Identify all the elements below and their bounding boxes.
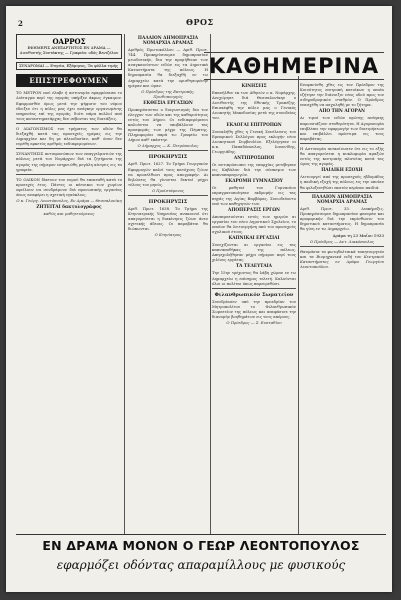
article-text: ΣΥΝΑΝΤΗΣΙΣ αντιπροσώπων των επαγγελματιών της πόλεως μετά του Νομάρχου διά τα ζητήματα της αγοράς της σήμερον εσημειώθη μεγάλη κίνησις εις τα γραφεία. xyxy=(16,151,122,172)
footer-notice: ΖΗΤΕΙΤΑΙ δακτυλογράφος xyxy=(36,205,102,211)
article-heading: ΕΚΛΟΓΑΙ ΕΠΙΤΡΟΠΩΝ xyxy=(226,122,282,128)
article-heading: ΚΑΠΝΙΚΑΙ ΕΡΓΑΣΙΑΙ xyxy=(228,236,280,242)
signature: Ο Πρόεδρος της Επιτροπής, Πρωθυπουργός xyxy=(141,88,195,99)
divider xyxy=(300,192,384,193)
publication-box xyxy=(16,34,122,59)
publication-title: ΟΑΡΡΟΣ xyxy=(52,37,86,46)
article-text: Αριθ. Πρωτ. 33. Διακήρυξις. Προκηρύσσομεν δημοπρασίαν φανεράν και προφορικήν διά την εκμίσθωσιν του δημοτικού καταστήματος. Η δημοπρασία θα γίνη εν τω Δημαρχείω. xyxy=(300,205,384,231)
divider xyxy=(16,148,122,149)
article-text: Αι τιμαί των ειδών πρώτης ανάγκης παρουσιάζουν σταθερότητα. Η Αγορανομία επιβλέπει την εφαρμογήν των διατιμήσεων και επιβάλλει πρόστιμα εις τους παραβάτας. xyxy=(300,115,384,141)
divider xyxy=(212,288,296,289)
advert-text: Θαυμάσια τα φωτοβολταικά ταπητουργεία και τα Βιομηχανικά ειδή του Κεντρικού Καταστήματος εν Δράμα Γεωργίου Λεοντοπούλου. xyxy=(300,249,384,270)
signature: Ο Πρόεδρος — Σ. Ευσταθίου xyxy=(226,320,282,326)
divider xyxy=(300,143,384,144)
signature: Ο Πρόεδρος — Αντ. Λιακόπουλος xyxy=(309,239,375,245)
article-heading: ΠΑΛΑΙΟΝ ΔΗΜΟΠΡΑΣΙΑ ΝΟΜΑΡΧΙΑ ΔΡΑΜΑΣ xyxy=(311,194,373,205)
article-heading: ΠΡΟΚΗΡΥΞΙΣ xyxy=(148,198,188,205)
signature: Ο Προϊστάμενος xyxy=(151,187,185,193)
signature: Ο Κτηνίατρος xyxy=(154,232,182,238)
article-heading: ΤΑ ΤΕΛΕΥΤΑΙΑ xyxy=(235,264,273,270)
article-heading: ΠΑΙΔΙΚΗ ΕΞΟΧΗ xyxy=(321,168,363,174)
article-heading: ΚΙΝΗΣΕΙΣ xyxy=(241,84,267,89)
article-heading: ΑΝΤΙΠΡΟΣΩΠΟΙ xyxy=(233,156,275,162)
signature: Ο Δήμαρχος — Κ. Πετρόπουλος xyxy=(137,143,199,149)
newspaper-page xyxy=(6,6,392,592)
article-heading: ΕΚΘΕΣΙΑ ΕΡΓΑΣΙΩΝ xyxy=(143,100,193,106)
article-text: ΤΟ ΜΕΤΡΟΝ πού έλαβε ή αστυνομία εφαρμόσασα το Διάταγμα περί της αγοράς υπήρξεν άκρως έγκαιρον. Εφαρμοσθέν όμως μετά την ψήφισιν του νόμου έδειξεν ότι η πόλις μας έχει ανάγκην οργανωμένης υπηρεσίας επί της αγοράς, διότι πάρα πολλοί από τους καταστηματάρχας δεν σέβονται τας διατάξεις. xyxy=(16,90,122,121)
section-banner: ΕΠΙΣΤΡΕΦΟΥΜΕΝ xyxy=(16,74,122,87)
column-rule xyxy=(124,34,125,534)
page-number: 2 xyxy=(18,19,23,28)
section-title: ΚΑΘΗΜΕΡΙΝΑ xyxy=(204,52,384,80)
article-heading: ΑΠΟ ΤΗΝ ΑΓΟΡΑΝ xyxy=(319,109,365,115)
subscription-box: ΣΥΝΔΡΟΜΑΙ — Ετησία, Εξάμηνος, Τα φύλλα τιμής xyxy=(16,62,122,71)
article-text: Οι μαθηταί του Γυμνασίου επραγματοποίησαν εκδρομήν εις τας πηγάς της Αγίας Βαρβάρας. Συνωδεύοντο υπό των καθηγητών των. xyxy=(212,185,296,206)
divider xyxy=(128,195,208,196)
article-text: Την 15ην τρέχοντος θα λάβη χώραν εν τω Δημαρχείω η επίσημος τελετή. Καλούνται όλοι οι πολίται όπως παρευρεθώσι. xyxy=(212,270,296,286)
masthead: ΘΡΟΣ xyxy=(186,17,214,27)
advertisement-headline: ΕΝ ΔΡΑΜΑ ΜΟΝΟΝ Ο ΓΕΩΡ ΛΕΟΝΤΟΠΟΥΛΟΣ xyxy=(42,538,360,553)
article-text: Ο ΔΙΑΓΩΝΙΣΜΟΣ του τμήματος των οδών θα διεξαχθή κατά τας προσεχείς ημέρας εις την Δημαρχίαν και δη με πλειοδοσίαν, καθ' όσον δεν ευρέθη αρκετός αριθμός ενδιαφερομένων. xyxy=(16,125,122,147)
article-text: Οι αντιπρόσωποι της επαρχίας μετέβησαν εις Καβάλαν διά την σύσκεψιν των καπνοπαραγωγών. xyxy=(212,162,296,178)
article-text: Η Αστυνομία ανεκοίνωσεν ότι εις το εξής θα απαγορεύεται η κυκλοφορία αμαξών εντός της κεντρικής πλατείας κατά τας ώρας της αγοράς. xyxy=(300,145,384,167)
divider xyxy=(16,123,122,124)
article-text: Προκηρύσσεται ο διαγωνισμός δια τον έλεγχον των οδών και της καθαριότητος εντός του Δήμου. Οι ενδιαφερόμενοι καλούνται να υποβάλλουν τας προσφοράς των μέχρι της Πέμπτης. Πληροφορίαι παρά τω Γραφείω του Δήμου καθ' εκάστην. xyxy=(128,106,208,143)
publication-info: ΕΦΗΜΕΡΙΣ ΑΝΕΞΑΡΤΗΤΟΣ ΕΝ ΔΡΑΜΑ — Διευθυντής Συντάκτης — Γραφεία: οδός Βενιζέλου xyxy=(19,45,119,55)
article-heading: ΑΠΟΠΕΡΑΣΙΣ ΕΡΓΩΝ xyxy=(228,207,280,213)
article-heading: ΕΚΔΡΟΜΗ ΓΥΜΝΑΣΙΟΥ xyxy=(225,179,283,185)
article-text: ΤΟ ΟΔΙΚΟΝ δίκτυον του νομού θα επεκταθή κατά το προσεχές έτος. Πάντες οι κάτοικοι των χωρίων οφείλουν να συνδράμουν διά προσωπικής εργασίας όπως αναφέρει η σχετική εγκύκλιος. xyxy=(16,176,122,197)
article-text: Αποπερατούνται εντός των ημερών αι εργασίαι του νέου Δημοτικού Σχολείου, το οποίον θα λειτουργήση από του προσεχούς σχολικού έτους. xyxy=(212,213,296,234)
date-line: Δράμα τη 23 Μαΐου 1933 xyxy=(332,233,384,239)
article-text: Συνεκλήθη χθες η Γενική Συνέλευσις του Εμπορικού Συλλόγου προς εκλογήν νέου Διοικητικού Συμβουλίου. Εξελέγησαν οι κ.κ. Παπαδόπουλος, Ιωαννίδης, Γεωργιάδης. xyxy=(212,128,296,154)
article-text: Επανήλθεν εκ των Αθηνών ο κ. Νομάρχης. Ανεχώρησε διά Θεσσαλονίκην ο Διευθυντής της Εθνικής Τραπέζης. Επισκέφθη την πόλιν μας ο Γενικός Διοικητής Μακεδονίας μετά της συνοδείας του. xyxy=(212,90,296,121)
notice: Ο κ. Γεώργ. Λεοντόπουλος, Εν Δράμα — Θεσσαλονίκη xyxy=(16,198,122,204)
article-text: Συνεχίζονται αι εργασίαι εις τας καπναποθήκας της πόλεως. Απησχολήθησαν μέχρι σήμερον περί τους χιλίους εργάτας. xyxy=(212,242,296,263)
advertisement-subline: εφαρμόζει οδόντας απαραμίλλους με φυσικούς xyxy=(56,558,346,572)
column-b xyxy=(128,34,208,238)
article-heading: ΠΑΛΑΙΟΝ ΔΗΜΟΠΡΑΣΙΑ ΝΟΜΑΡΧΙΑ ΔΡΑΜΑΣ xyxy=(137,36,199,46)
article-text: Αριθ. Πρωτ. 1638. Το Τμήμα της Κτηνιατρικής Υπηρεσίας ανακοινοί ότι απαγορεύεται η διακίνησις ζώων άνευ σχετικής άδειας. Οι παραβάται θα διώκωνται. xyxy=(128,205,208,232)
article-heading: ΠΡΟΚΗΡΥΞΙΣ xyxy=(148,154,188,161)
divider xyxy=(16,174,122,175)
divider xyxy=(128,150,208,151)
article-heading: Φιλανθρωπικόν Σωματείον xyxy=(214,291,294,298)
column-rule xyxy=(298,76,299,534)
column-d xyxy=(300,82,384,269)
column-c xyxy=(212,82,296,326)
divider xyxy=(16,534,386,535)
article-text: Συνεδρίασεν υπό την προεδρίαν του Μητροπολίτου το Φιλανθρωπικόν Σωματείον της πόλεως και απεφάσισε την διανομήν βοηθημάτων εις τους απόρους. xyxy=(212,298,296,319)
article-text: Λειτουργεί από της προσεχούς εβδομάδος η παιδική εξοχή της πόλεως εις την οποίαν θα φιλοξενηθώσι εκατόν περίπου παιδιά. xyxy=(300,174,384,190)
article-text: Αριθμός Πρωτοκόλλου — Αριθ. Πρωτ. 744. Προκηρύσσομεν δημοπρασίαν μειοδοτικήν, δια την προμήθειαν των αναγκαιούντων ειδών εις τα Δημοτικά Καταστήματα της πόλεως. Η δημοπρασία θα διεξαχθή εν τω Δημαρχείω κατά την ορισθησομένην ημέραν και ώραν. xyxy=(128,47,208,88)
column-a xyxy=(16,34,122,217)
article-text: Ενεφανίσθη χθες εις τον Πρόεδρον της Κοινότητος επιτροπή κατοίκων η οποία εζήτησε την διάνοιξιν νέας οδού προς τον σιδηροδρομικόν σταθμόν. Ο Πρόεδρος υπεσχέθη να ασχοληθή με το ζήτημα. xyxy=(300,82,384,108)
article-text: Αριθ. Πρωτ. 1627. Το Τμήμα Γεωργικών Εφαρμογών καλεί τους κατόχους ζώων να προσέλθωσι προς απογραφήν. Αι δηλώσεις θα γίνονται δεκταί μέχρι τέλους του μηνός. xyxy=(128,161,208,187)
divider xyxy=(300,246,384,247)
column-rule xyxy=(210,34,211,534)
footer-notice-sub: καθώς και μαθητευόμενος xyxy=(43,211,95,217)
